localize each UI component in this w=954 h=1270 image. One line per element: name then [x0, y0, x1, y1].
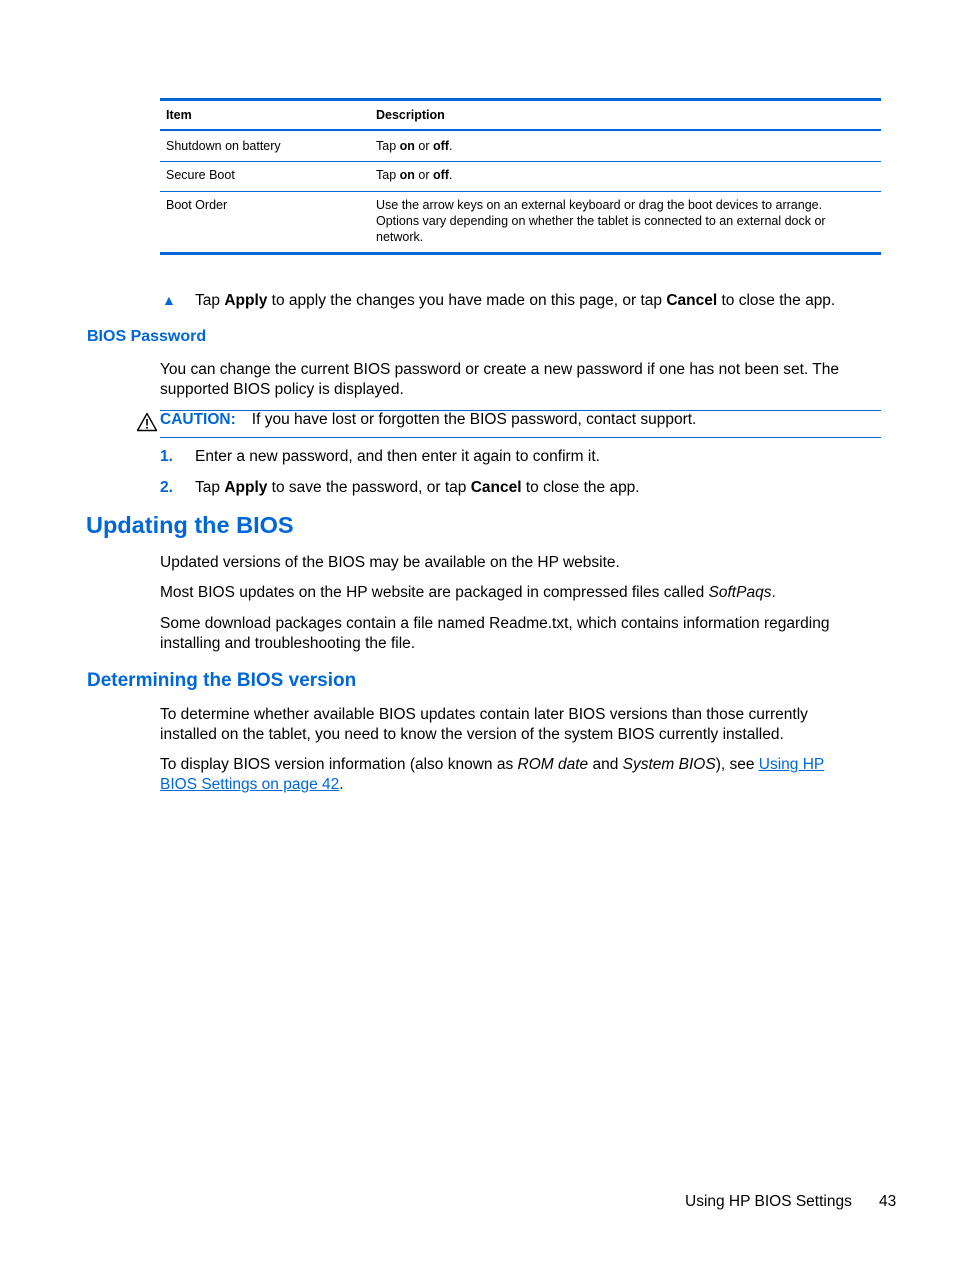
bios-password-heading: BIOS Password: [87, 328, 207, 345]
para-line: installing and troubleshooting the file.: [160, 634, 416, 652]
para-emphasis: ROM date: [517, 756, 589, 773]
row-description: [376, 197, 876, 245]
table-header-description: Description: [376, 108, 445, 122]
row-item: Secure Boot: [166, 168, 235, 182]
para-line: To determine whether available BIOS updates contain later BIOS versions than those currently: [160, 706, 808, 723]
para-emphasis: SoftPaqs: [708, 584, 772, 601]
updating-para-1: Updated versions of the BIOS may be available on the HP website.: [160, 554, 620, 571]
intro-line: supported BIOS policy is displayed.: [160, 380, 404, 398]
determining-heading: Determining the BIOS version: [87, 670, 357, 691]
settings-table: [160, 98, 881, 258]
intro-line: You can change the current BIOS password or create a new password if one has not been set. The: [160, 361, 839, 378]
row-item: Shutdown on battery: [166, 139, 281, 153]
step-1-text: Enter a new password, and then enter it again to confirm it.: [195, 448, 600, 465]
para-emphasis: System BIOS: [622, 756, 716, 773]
desc-text: or: [414, 139, 433, 153]
row-item: Boot Order: [166, 198, 228, 212]
page-number: 43: [879, 1193, 897, 1210]
desc-bold: on: [399, 139, 415, 153]
table-header-item: Item: [166, 108, 192, 122]
para-line: Some download packages contain a file named Readme.txt, which contains information regarding: [160, 615, 830, 632]
footer-title: Using HP BIOS Settings: [685, 1193, 852, 1210]
determining-para-1: [160, 705, 881, 744]
desc-text: or: [414, 168, 433, 182]
caution-note: [160, 410, 696, 430]
determining-para-2: [160, 755, 881, 794]
table-bottom-rule: [160, 252, 881, 255]
step-text: to save the password, or tap: [267, 479, 471, 496]
desc-bold: off: [432, 168, 449, 182]
row-description: [376, 167, 452, 183]
desc-text: .: [448, 168, 453, 182]
step-text: Tap: [195, 292, 225, 309]
para-text: .: [771, 584, 776, 601]
desc-text: .: [448, 139, 453, 153]
updating-heading: Updating the BIOS: [86, 512, 294, 538]
bios-settings-link[interactable]: Using HP: [758, 756, 825, 773]
apply-bullet-icon: ▲: [162, 292, 176, 308]
step-number: 2.: [160, 479, 173, 496]
step-bold: Cancel: [666, 292, 718, 309]
desc-line: network.: [376, 230, 424, 244]
step-text: to close the app.: [521, 479, 640, 496]
para-text: To display BIOS version information (also known as: [160, 756, 518, 773]
row-description: [376, 138, 452, 154]
table-row-rule: [160, 191, 881, 192]
para-text: Most BIOS updates on the HP website are packaged in compressed files called: [160, 584, 709, 601]
table-row-rule: [160, 161, 881, 162]
step-text: Tap: [195, 479, 225, 496]
table-header-rule: [160, 129, 881, 131]
caution-text: If you have lost or forgotten the BIOS password, contact support.: [251, 411, 697, 428]
para-text: ), see: [715, 756, 759, 773]
step-bold: Apply: [224, 479, 268, 496]
desc-line: Use the arrow keys on an external keyboard or drag the boot devices to arrange.: [376, 198, 823, 212]
desc-text: Tap: [376, 139, 400, 153]
updating-para-2: [160, 583, 776, 603]
apply-step: [195, 291, 835, 311]
step-number: 1.: [160, 448, 173, 465]
desc-bold: on: [399, 168, 415, 182]
desc-bold: off: [432, 139, 449, 153]
caution-label: CAUTION:: [160, 411, 236, 428]
step-bold: Apply: [224, 292, 268, 309]
step-text: to close the app.: [717, 292, 836, 309]
warning-icon: [136, 412, 158, 437]
updating-para-3: [160, 614, 881, 653]
bios-password-intro: [160, 360, 881, 399]
step-text: to apply the changes you have made on this page, or tap: [267, 292, 667, 309]
table-row: [166, 167, 235, 183]
step-2-text: [195, 478, 640, 498]
bios-settings-link-cont[interactable]: BIOS Settings on page 42: [160, 775, 340, 793]
desc-text: Tap: [376, 168, 400, 182]
desc-line: Options vary depending on whether the tablet is connected to an external dock or: [376, 214, 826, 228]
step-bold: Cancel: [470, 479, 522, 496]
para-line: installed on the tablet, you need to know the version of the system BIOS currently installed.: [160, 725, 784, 743]
caution-bottom-rule: [160, 437, 881, 438]
table-top-rule: [160, 98, 881, 101]
para-text: and: [588, 756, 623, 773]
para-text: .: [339, 775, 344, 793]
table-row: [166, 138, 281, 154]
table-row: [166, 197, 227, 213]
